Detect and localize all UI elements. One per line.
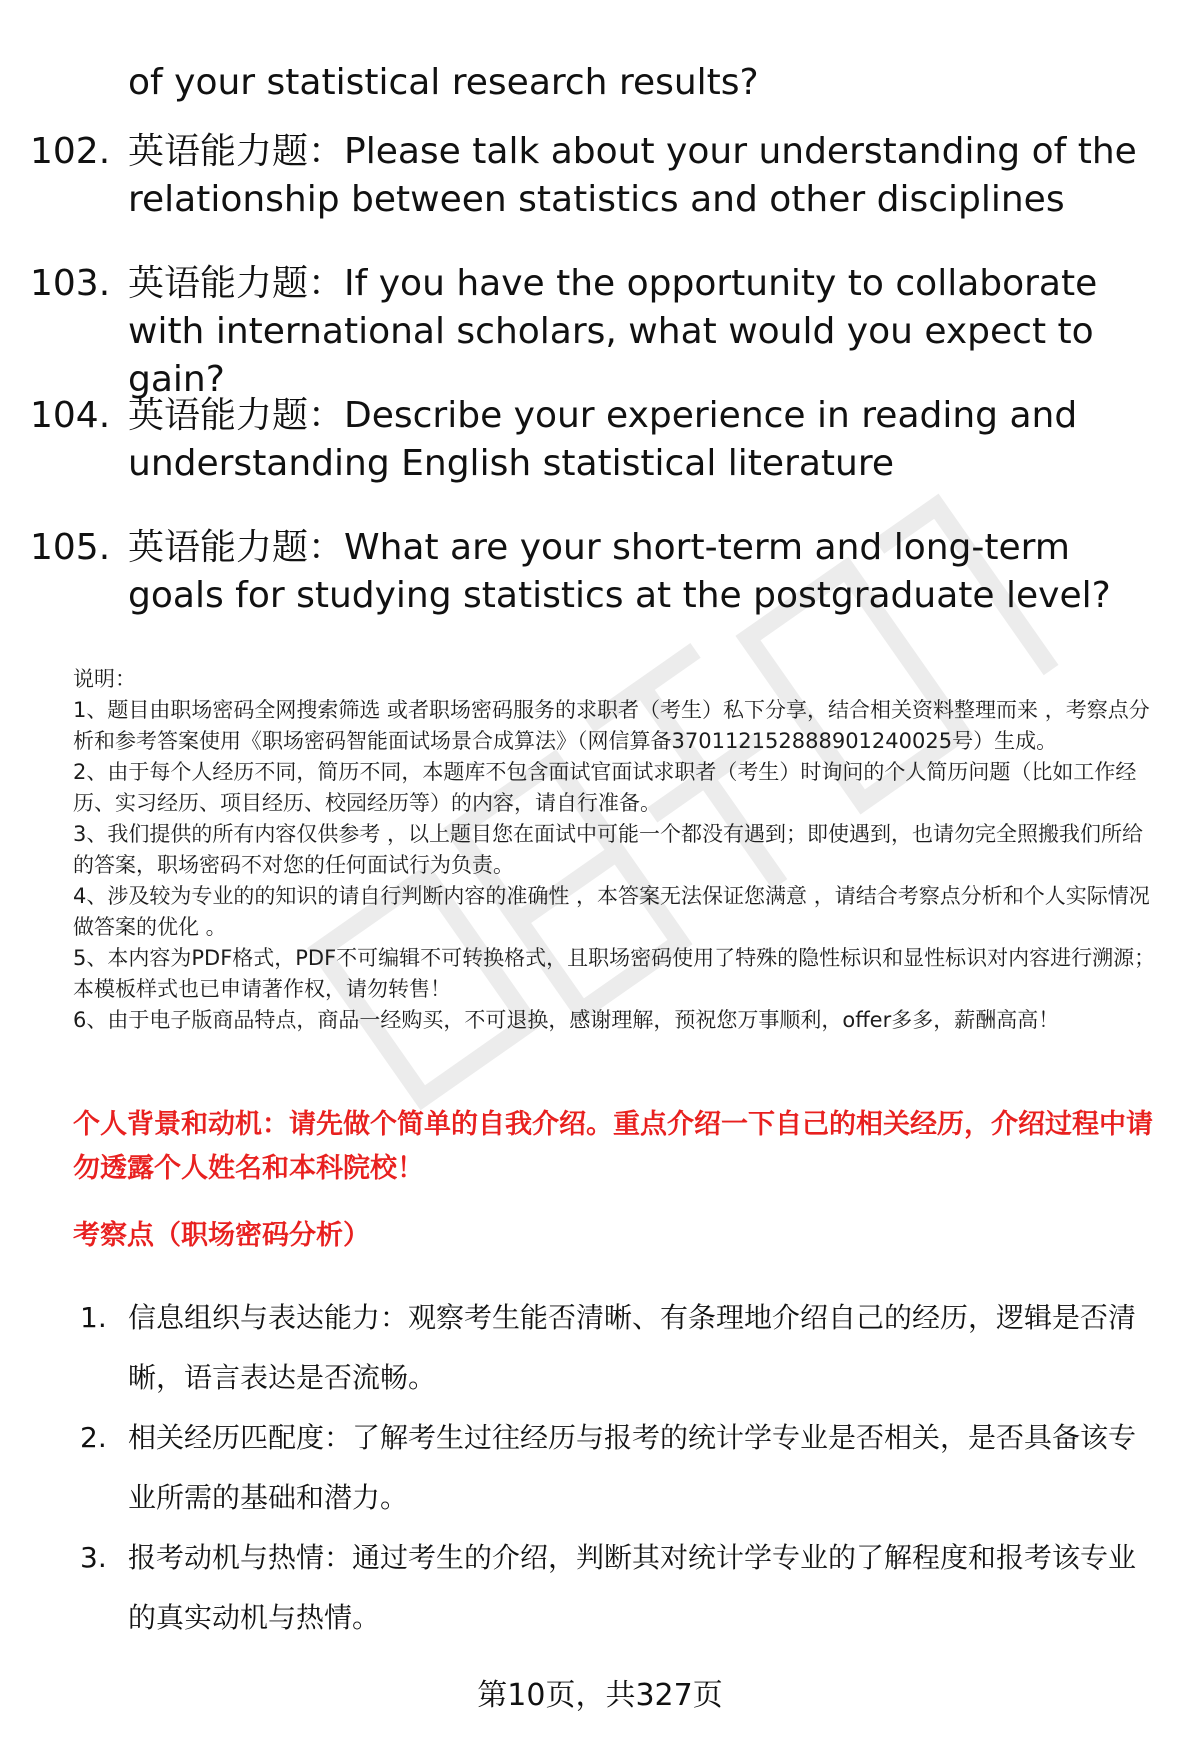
- notes-title: 说明：: [73, 667, 136, 691]
- point-text: 相关经历匹配度：了解考生过往经历与报考的统计学专业是否相关，是否具备该专业所需的基础和潜力。: [128, 1421, 1137, 1514]
- question-number: 104.: [30, 395, 111, 436]
- analysis-point: [80, 1408, 1160, 1528]
- page-footer: 第10页，共327页: [477, 1678, 723, 1713]
- question-number: 105.: [30, 527, 111, 568]
- question-number: 102.: [30, 131, 111, 172]
- analysis-point: [80, 1528, 1160, 1648]
- analysis-points: [80, 1288, 1160, 1648]
- note-item: 4、涉及较为专业的的知识的请自行判断内容的准确性 ，本答案无法保证您满意 ，请结合考察点分析和个人实际情况做答案的优化 。: [73, 884, 1150, 939]
- analysis-heading: 考察点（职场密码分析）: [73, 1220, 370, 1251]
- question-text: 英语能力题：Describe your experience in reading and understanding English statistical literature: [128, 395, 1078, 484]
- point-text: 信息组织与表达能力：观察考生能否清晰、有条理地介绍自己的经历，逻辑是否清晰，语言表达是否流畅。: [128, 1301, 1137, 1394]
- point-number: 2.: [80, 1421, 107, 1454]
- analysis-point: [80, 1288, 1160, 1408]
- question-text: 英语能力题：Please talk about your understanding of the relationship between statistics and other disciplines: [128, 131, 1137, 220]
- point-text: 报考动机与热情：通过考生的介绍，判断其对统计学专业的了解程度和报考该专业的真实动机与热情。: [128, 1541, 1137, 1634]
- question-text: 英语能力题：What are your short-term and long-term goals for studying statistics at the postgraduate level?: [128, 527, 1111, 616]
- note-item: 3、我们提供的所有内容仅供参考 ，以上题目您在面试中可能一个都没有遇到；即使遇到，也请勿完全照搬我们所给的答案，职场密码不对您的任何面试行为负责。: [73, 822, 1144, 877]
- point-number: 1.: [80, 1301, 107, 1334]
- point-number: 3.: [80, 1541, 107, 1574]
- note-item: 5、本内容为PDF格式，PDF不可编辑不可转换格式，且职场密码使用了特殊的隐性标识和显性标识对内容进行溯源；本模板样式也已申请著作权，请勿转售！: [73, 946, 1156, 1001]
- question-number: 103.: [30, 263, 111, 304]
- question-item: [30, 260, 1170, 404]
- note-item: 1、题目由职场密码全网搜索筛选 或者职场密码服务的求职者（考生）私下分享，结合相关资料整理而来 ，考察点分析和参考答案使用《职场密码智能面试场景合成算法》（网信算备370112152888901240025号）生成。: [73, 698, 1150, 753]
- note-item: 2、由于每个人经历不同，简历不同，本题库不包含面试官面试求职者（考生）时询问的个人简历问题（比如工作经历、实习经历、项目经历、校园经历等）的内容，请自行准备。: [73, 760, 1137, 815]
- question-item: [30, 392, 1170, 488]
- note-item: 6、由于电子版商品特点，商品一经购买，不可退换，感谢理解，预祝您万事顺利，offer多多，薪酬高高！: [73, 1008, 1060, 1032]
- question-continuation: of your statistical research results?: [128, 62, 759, 103]
- question-item: [30, 128, 1170, 224]
- interview-question-heading: 个人背景和动机：请先做个简单的自我介绍。重点介绍一下自己的相关经历，介绍过程中请勿透露个人姓名和本科院校！: [73, 1109, 1153, 1184]
- question-text: 英语能力题：If you have the opportunity to collaborate with international scholars, what would you expect to gain?: [128, 263, 1098, 400]
- question-item: [30, 524, 1170, 620]
- notes-section: [73, 664, 1163, 1036]
